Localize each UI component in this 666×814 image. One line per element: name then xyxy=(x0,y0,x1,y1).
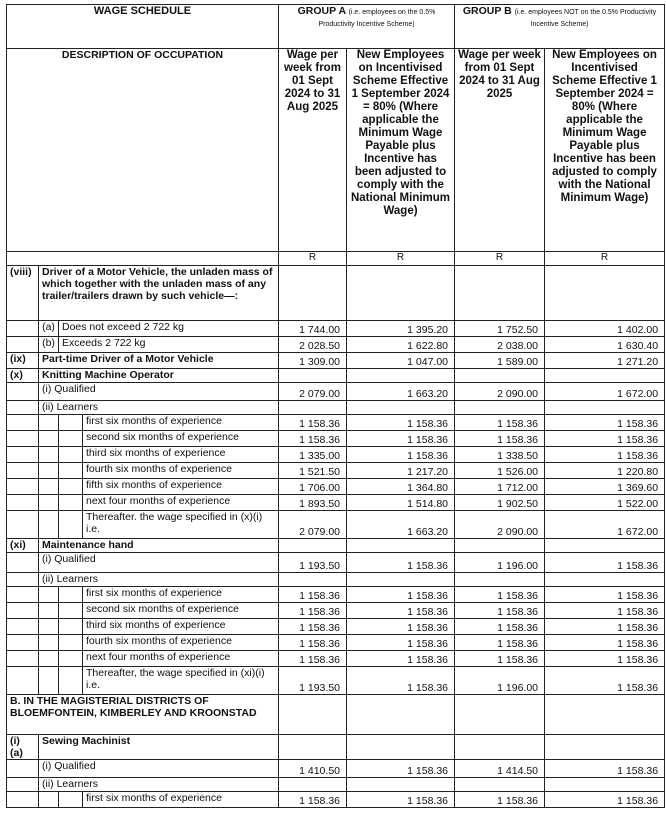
wage-value: 1 193.50 xyxy=(279,553,347,573)
row-number: (ix) xyxy=(7,353,39,369)
wage-value: 1 193.50 xyxy=(279,667,347,695)
occupation-label: Thereafter. the wage specified in (x)(i) i.e. xyxy=(83,511,279,539)
wage-value: 1 902.50 xyxy=(455,495,545,511)
indent-cell xyxy=(59,619,83,635)
row-number: (i) (a) xyxy=(7,735,39,760)
wage-value xyxy=(279,401,347,415)
occupation-label: fourth six months of experience xyxy=(83,463,279,479)
wage-value: 1 158.36 xyxy=(545,619,665,635)
wage-value: 1 158.36 xyxy=(545,553,665,573)
group-a-note: (i.e. employees on the 0.5% Productivity Incentive Scheme) xyxy=(318,9,436,28)
table-row xyxy=(7,463,665,479)
wage-value: 1 158.36 xyxy=(347,415,455,431)
indent-cell xyxy=(7,778,39,792)
wage-value xyxy=(347,539,455,553)
indent-cell xyxy=(7,337,39,353)
wage-value: 1 158.36 xyxy=(347,651,455,667)
wage-value: 1 158.36 xyxy=(279,415,347,431)
wage-value xyxy=(545,573,665,587)
wage-value: 1 158.36 xyxy=(279,635,347,651)
indent-cell xyxy=(59,463,83,479)
table-row xyxy=(7,635,665,651)
occupation-label: Does not exceed 2 722 kg xyxy=(59,321,279,337)
wage-value: 1 521.50 xyxy=(279,463,347,479)
wage-value: 1 672.00 xyxy=(545,383,665,401)
occupation-label: Sewing Machinist xyxy=(39,735,279,760)
wage-value: 1 196.00 xyxy=(455,553,545,573)
table-row xyxy=(7,553,665,573)
indent-cell xyxy=(39,511,59,539)
unit-cell: R xyxy=(545,252,665,266)
indent-cell xyxy=(39,651,59,667)
indent-cell xyxy=(7,792,39,808)
indent-cell xyxy=(7,635,39,651)
wage-value: 2 028.50 xyxy=(279,337,347,353)
wage-value: 1 338.50 xyxy=(455,447,545,463)
table-row xyxy=(7,778,665,792)
indent-cell xyxy=(59,495,83,511)
wage-value: 1 271.20 xyxy=(545,353,665,369)
table-row xyxy=(7,603,665,619)
wage-value xyxy=(455,735,545,760)
wage-value: 1 414.50 xyxy=(455,760,545,778)
wage-value xyxy=(545,778,665,792)
wage-value: 1 410.50 xyxy=(279,760,347,778)
occupation-label: first six months of experience xyxy=(83,415,279,431)
occupation-label: Exceeds 2 722 kg xyxy=(59,337,279,353)
wage-value xyxy=(279,735,347,760)
indent-cell xyxy=(7,553,39,573)
indent-cell xyxy=(7,587,39,603)
table-row xyxy=(7,383,665,401)
indent-cell xyxy=(39,479,59,495)
wage-value xyxy=(347,573,455,587)
wage-value: 1 514.80 xyxy=(347,495,455,511)
wage-value: 1 589.00 xyxy=(455,353,545,369)
group-b-new-header: New Employees on Incentivised Scheme Effective 1 September 2024 = 80% (Where applicable the Minimum Wage Payable plus Incentive has been adjusted to comply with the National Minimum Wage) xyxy=(545,49,665,252)
wage-value: 1 158.36 xyxy=(455,619,545,635)
wage-value xyxy=(279,369,347,383)
indent-cell xyxy=(7,415,39,431)
indent-cell xyxy=(59,511,83,539)
table-row xyxy=(7,695,665,735)
column-header-row xyxy=(7,49,665,252)
table-row xyxy=(7,667,665,695)
table-row xyxy=(7,735,665,760)
indent-cell xyxy=(7,573,39,587)
indent-cell xyxy=(59,635,83,651)
indent-cell xyxy=(39,635,59,651)
group-header-row xyxy=(7,5,665,49)
row-number: (xi) xyxy=(7,539,39,553)
table-row xyxy=(7,353,665,369)
wage-value: 1 630.40 xyxy=(545,337,665,353)
indent-cell xyxy=(7,463,39,479)
wage-value xyxy=(279,539,347,553)
wage-value xyxy=(455,369,545,383)
sub-label: (a) xyxy=(39,321,59,337)
occupation-label: Knitting Machine Operator xyxy=(39,369,279,383)
group-a-new-header: New Employees on Incentivised Scheme Effective 1 September 2024 = 80% (Where applicable the Minimum Wage Payable plus Incentive has been adjusted to comply with the National Minimum Wage) xyxy=(347,49,455,252)
occupation-label: (i) Qualified xyxy=(39,553,279,573)
indent-cell xyxy=(39,495,59,511)
indent-cell xyxy=(39,431,59,447)
wage-value: 1 158.36 xyxy=(455,603,545,619)
wage-value: 1 158.36 xyxy=(347,447,455,463)
wage-value: 1 158.36 xyxy=(279,651,347,667)
sub-label: (b) xyxy=(39,337,59,353)
wage-value xyxy=(455,573,545,587)
wage-value xyxy=(347,369,455,383)
wage-value: 1 158.36 xyxy=(455,635,545,651)
row-number: (viii) xyxy=(7,266,39,321)
table-row xyxy=(7,401,665,415)
wage-value xyxy=(455,266,545,321)
occupation-label: third six months of experience xyxy=(83,447,279,463)
unit-cell: R xyxy=(279,252,347,266)
wage-value: 1 158.36 xyxy=(545,587,665,603)
wage-value: 1 522.00 xyxy=(545,495,665,511)
indent-cell xyxy=(39,587,59,603)
group-b-note: (i.e. employees NOT on the 0.5% Productivity Incentive Scheme) xyxy=(514,9,657,28)
wage-value: 1 158.36 xyxy=(347,792,455,808)
group-b-header xyxy=(455,5,665,49)
wage-value: 1 158.36 xyxy=(279,431,347,447)
wage-value xyxy=(455,778,545,792)
wage-value: 1 158.36 xyxy=(545,415,665,431)
wage-value: 1 196.00 xyxy=(455,667,545,695)
wage-value: 1 158.36 xyxy=(347,431,455,447)
wage-value xyxy=(347,695,455,735)
wage-value: 1 158.36 xyxy=(455,587,545,603)
occupation-label: Thereafter, the wage specified in (xi)(i) i.e. xyxy=(83,667,279,695)
wage-value xyxy=(545,539,665,553)
indent-cell xyxy=(59,587,83,603)
occupation-label: (ii) Learners xyxy=(39,573,279,587)
wage-value: 1 752.50 xyxy=(455,321,545,337)
wage-value: 1 158.36 xyxy=(545,603,665,619)
wage-value: 1 158.36 xyxy=(455,415,545,431)
wage-value: 1 158.36 xyxy=(455,792,545,808)
occupation-label: second six months of experience xyxy=(83,603,279,619)
wage-value: 1 706.00 xyxy=(279,479,347,495)
wage-value: 1 369.60 xyxy=(545,479,665,495)
section-heading: B. IN THE MAGISTERIAL DISTRICTS OF BLOEMFONTEIN, KIMBERLEY AND KROONSTAD xyxy=(7,695,279,735)
table-row xyxy=(7,337,665,353)
table-row xyxy=(7,447,665,463)
wage-value: 1 158.36 xyxy=(347,635,455,651)
wage-value: 1 744.00 xyxy=(279,321,347,337)
table-row xyxy=(7,431,665,447)
wage-value: 1 158.36 xyxy=(347,667,455,695)
wage-value: 1 158.36 xyxy=(279,603,347,619)
indent-cell xyxy=(39,603,59,619)
indent-cell xyxy=(39,463,59,479)
table-row xyxy=(7,587,665,603)
indent-cell xyxy=(39,415,59,431)
occupation-label: first six months of experience xyxy=(83,792,279,808)
indent-cell xyxy=(59,431,83,447)
group-a-header xyxy=(279,5,455,49)
wage-value xyxy=(545,735,665,760)
wage-value xyxy=(279,695,347,735)
wage-value: 1 158.36 xyxy=(347,760,455,778)
occupation-label: second six months of experience xyxy=(83,431,279,447)
wage-value: 1 526.00 xyxy=(455,463,545,479)
wage-value: 1 672.00 xyxy=(545,511,665,539)
occupation-label: Part-time Driver of a Motor Vehicle xyxy=(39,353,279,369)
table-row xyxy=(7,321,665,337)
wage-value xyxy=(279,573,347,587)
wage-value: 1 217.20 xyxy=(347,463,455,479)
wage-schedule-title: WAGE SCHEDULE xyxy=(7,5,279,49)
wage-value: 1 047.00 xyxy=(347,353,455,369)
table-row xyxy=(7,573,665,587)
wage-value xyxy=(455,401,545,415)
wage-value xyxy=(347,735,455,760)
indent-cell xyxy=(7,651,39,667)
table-row xyxy=(7,651,665,667)
wage-value: 1 158.36 xyxy=(455,431,545,447)
occupation-label: Maintenance hand xyxy=(39,539,279,553)
wage-value: 1 158.36 xyxy=(279,792,347,808)
indent-cell xyxy=(7,495,39,511)
group-b-wage-header: Wage per week from 01 Sept 2024 to 31 Aug 2025 xyxy=(455,49,545,252)
wage-value: 2 079.00 xyxy=(279,383,347,401)
wage-value xyxy=(545,369,665,383)
table-row xyxy=(7,479,665,495)
table-row xyxy=(7,511,665,539)
occupation-label: first six months of experience xyxy=(83,587,279,603)
wage-value: 1 158.36 xyxy=(279,619,347,635)
wage-value: 1 663.20 xyxy=(347,511,455,539)
wage-value xyxy=(347,778,455,792)
group-a-wage-header: Wage per week from 01 Sept 2024 to 31 Aug 2025 xyxy=(279,49,347,252)
unit-cell: R xyxy=(455,252,545,266)
indent-cell xyxy=(59,447,83,463)
wage-value xyxy=(545,401,665,415)
wage-value: 1 663.20 xyxy=(347,383,455,401)
wage-value: 1 158.36 xyxy=(279,587,347,603)
wage-value: 1 364.80 xyxy=(347,479,455,495)
occupation-label: (ii) Learners xyxy=(39,778,279,792)
indent-cell xyxy=(7,479,39,495)
wage-value xyxy=(455,695,545,735)
indent-cell xyxy=(7,603,39,619)
indent-cell xyxy=(39,792,59,808)
group-a-label: GROUP A xyxy=(297,5,346,17)
indent-cell xyxy=(7,511,39,539)
wage-value: 1 402.00 xyxy=(545,321,665,337)
indent-cell xyxy=(39,447,59,463)
table-row xyxy=(7,369,665,383)
wage-value xyxy=(347,266,455,321)
indent-cell xyxy=(7,447,39,463)
wage-value: 1 158.36 xyxy=(455,651,545,667)
unit-row xyxy=(7,252,665,266)
wage-value: 2 090.00 xyxy=(455,511,545,539)
wage-value: 1 220.80 xyxy=(545,463,665,479)
wage-value xyxy=(455,539,545,553)
wage-value: 1 712.00 xyxy=(455,479,545,495)
wage-value xyxy=(279,266,347,321)
indent-cell xyxy=(39,619,59,635)
wage-value: 1 893.50 xyxy=(279,495,347,511)
wage-value: 1 158.36 xyxy=(545,651,665,667)
wage-value: 1 158.36 xyxy=(545,447,665,463)
indent-cell xyxy=(7,383,39,401)
wage-value: 1 622.80 xyxy=(347,337,455,353)
wage-value: 2 079.00 xyxy=(279,511,347,539)
wage-value: 1 335.00 xyxy=(279,447,347,463)
wage-value: 1 158.36 xyxy=(347,553,455,573)
occupation-label: fourth six months of experience xyxy=(83,635,279,651)
wage-value: 2 090.00 xyxy=(455,383,545,401)
wage-value: 1 158.36 xyxy=(545,667,665,695)
table-row xyxy=(7,266,665,321)
wage-value xyxy=(545,695,665,735)
table-row xyxy=(7,760,665,778)
wage-value: 1 395.20 xyxy=(347,321,455,337)
occupation-label: (i) Qualified xyxy=(39,760,279,778)
indent-cell xyxy=(59,792,83,808)
unit-blank xyxy=(7,252,279,266)
occupation-label: Driver of a Motor Vehicle, the unladen mass of which together with the unladen mass of any trailer/trailers drawn by such vehicle—: xyxy=(39,266,279,321)
wage-value: 1 158.36 xyxy=(545,792,665,808)
occupation-label: third six months of experience xyxy=(83,619,279,635)
table-row xyxy=(7,495,665,511)
table-row xyxy=(7,792,665,808)
indent-cell xyxy=(39,667,59,695)
table-body xyxy=(7,266,665,808)
wage-value xyxy=(545,266,665,321)
wage-value: 2 038.00 xyxy=(455,337,545,353)
description-header: DESCRIPTION OF OCCUPATION xyxy=(7,49,279,252)
wage-value: 1 158.36 xyxy=(347,603,455,619)
unit-cell: R xyxy=(347,252,455,266)
indent-cell xyxy=(59,479,83,495)
indent-cell xyxy=(7,321,39,337)
occupation-label: (ii) Learners xyxy=(39,401,279,415)
wage-value: 1 158.36 xyxy=(347,587,455,603)
occupation-label: (i) Qualified xyxy=(39,383,279,401)
row-number: (x) xyxy=(7,369,39,383)
wage-value: 1 158.36 xyxy=(545,431,665,447)
group-b-label: GROUP B xyxy=(462,5,512,17)
indent-cell xyxy=(7,619,39,635)
indent-cell xyxy=(59,651,83,667)
table-row xyxy=(7,619,665,635)
indent-cell xyxy=(7,760,39,778)
wage-value xyxy=(347,401,455,415)
wage-value: 1 158.36 xyxy=(545,760,665,778)
occupation-label: next four months of experience xyxy=(83,651,279,667)
wage-value: 1 158.36 xyxy=(545,635,665,651)
wage-value xyxy=(279,778,347,792)
indent-cell xyxy=(7,431,39,447)
indent-cell xyxy=(59,415,83,431)
occupation-label: fifth six months of experience xyxy=(83,479,279,495)
indent-cell xyxy=(59,603,83,619)
wage-schedule-table xyxy=(6,4,665,808)
indent-cell xyxy=(7,667,39,695)
indent-cell xyxy=(59,667,83,695)
indent-cell xyxy=(7,401,39,415)
wage-value: 1 309.00 xyxy=(279,353,347,369)
occupation-label: next four months of experience xyxy=(83,495,279,511)
table-row xyxy=(7,415,665,431)
table-row xyxy=(7,539,665,553)
wage-value: 1 158.36 xyxy=(347,619,455,635)
